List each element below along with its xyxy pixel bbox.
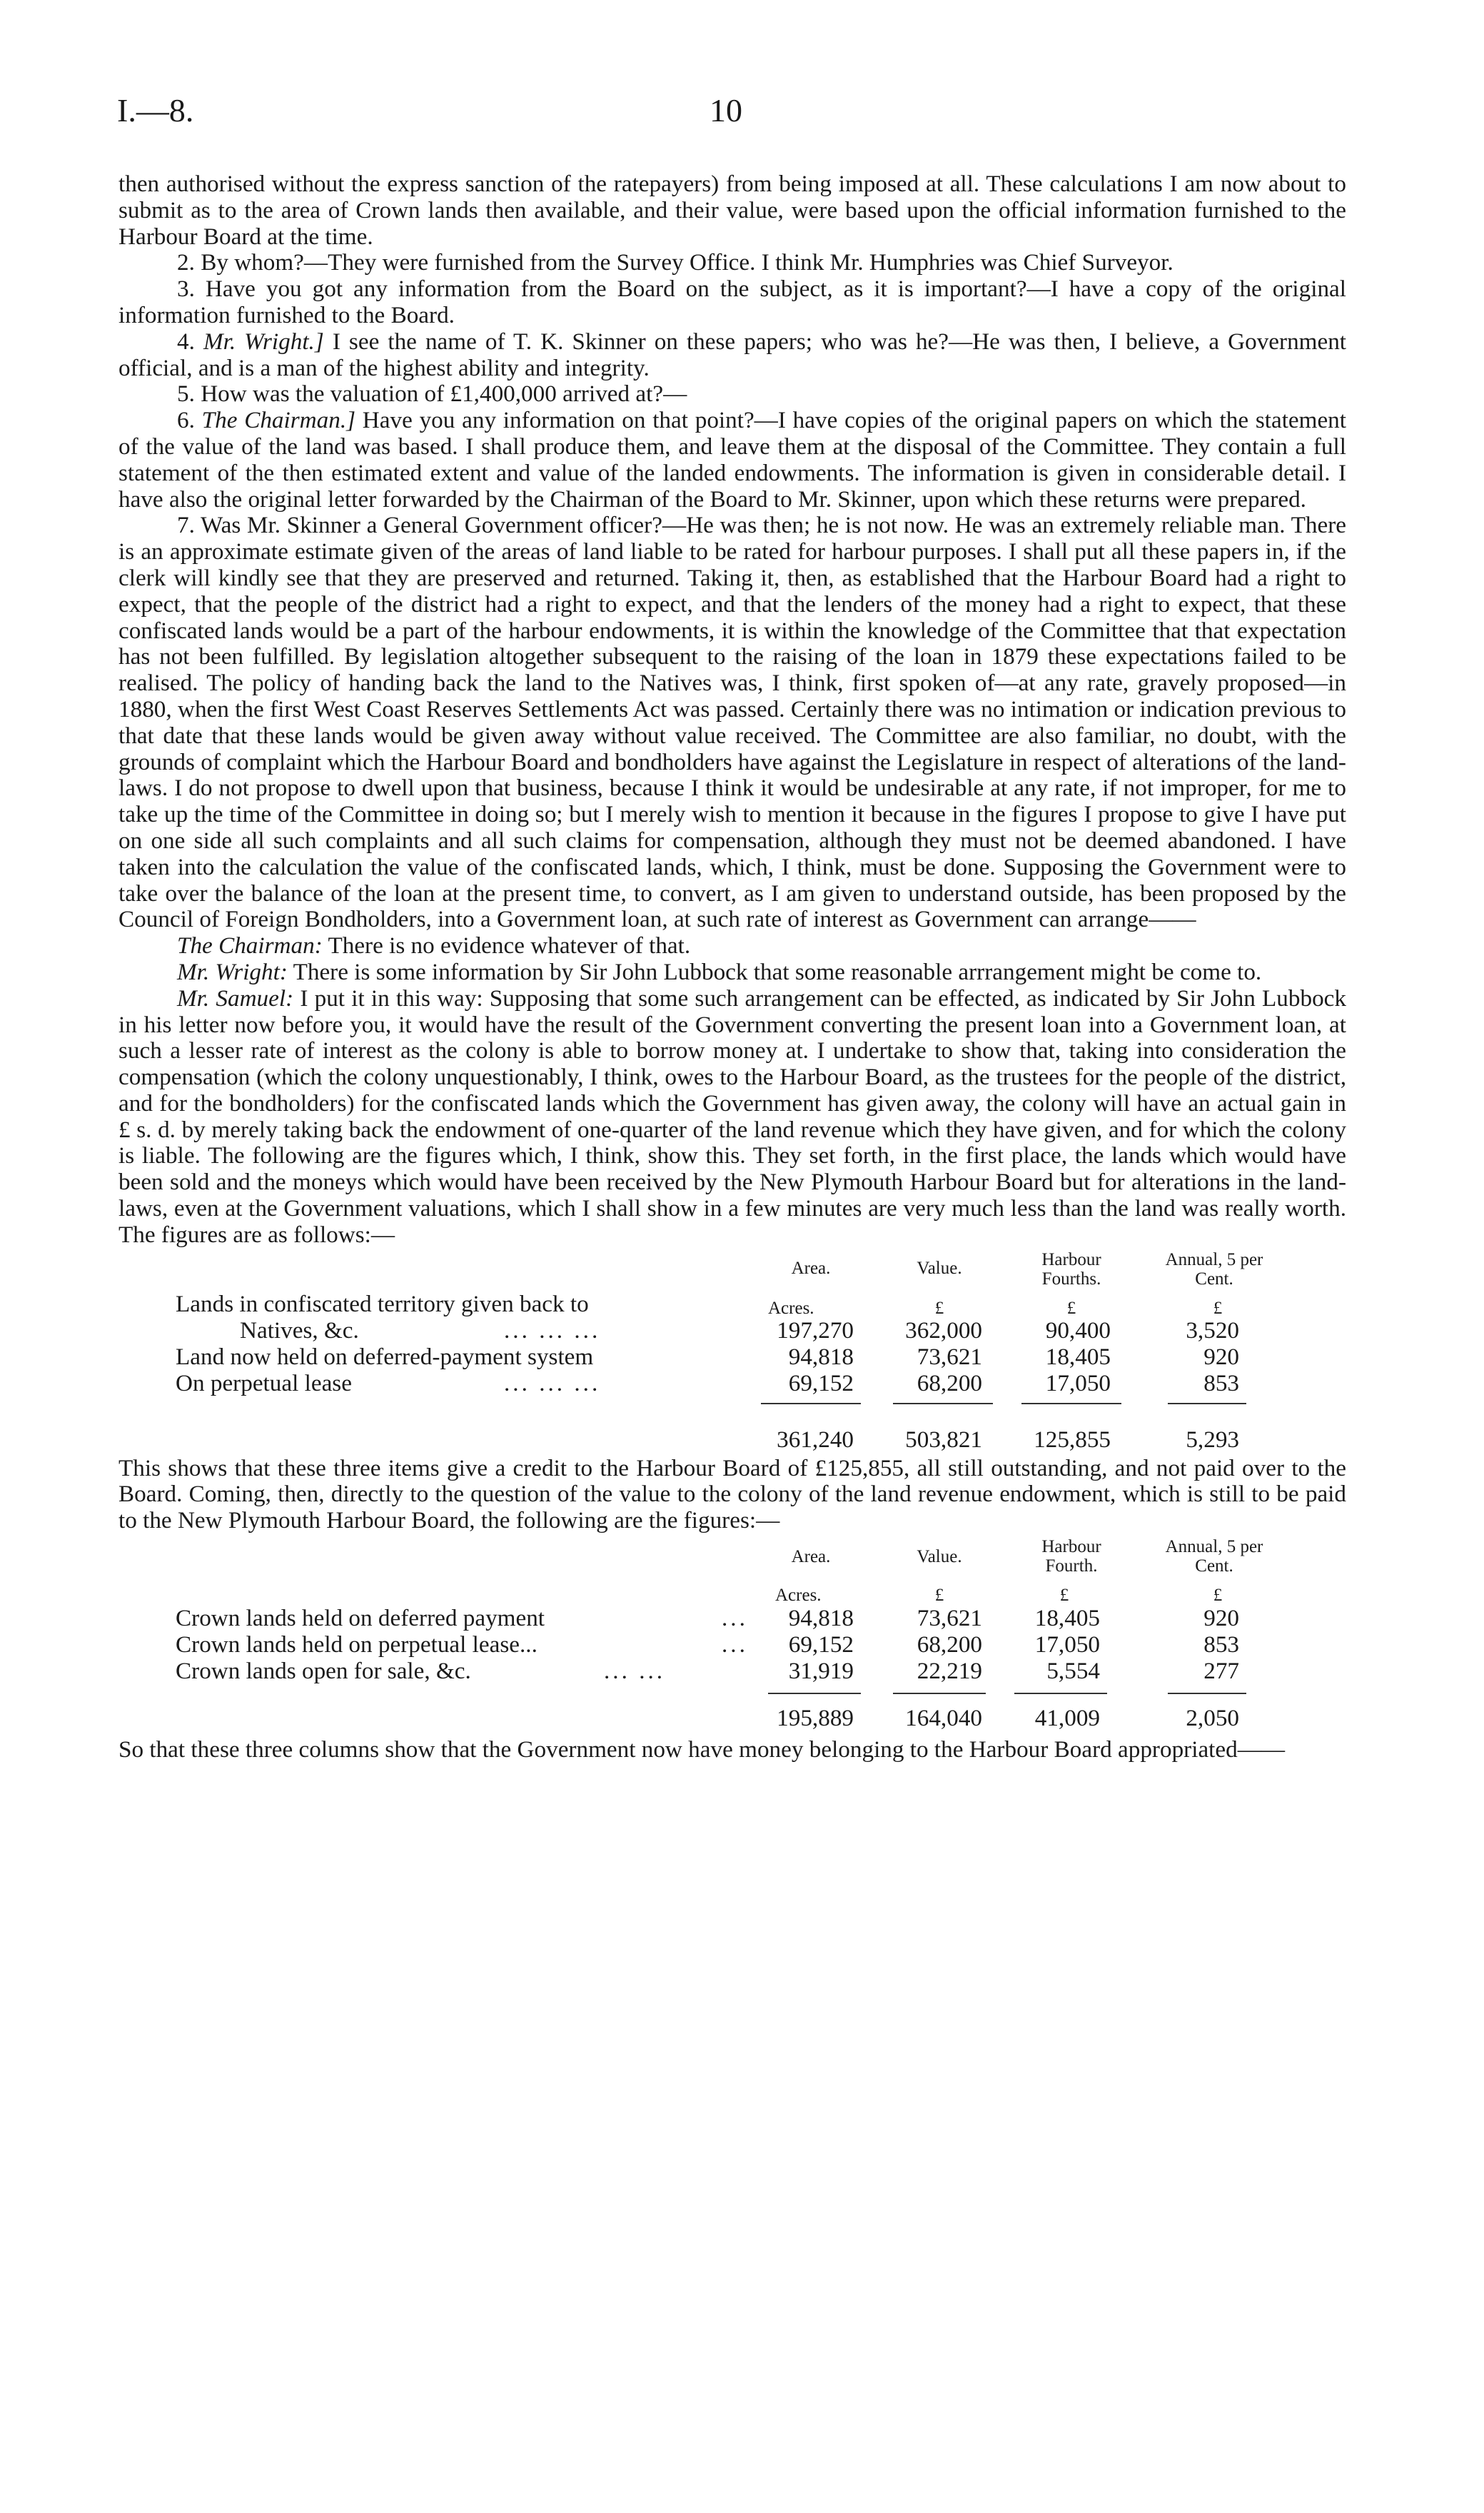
row-label: On perpetual lease [176,1369,352,1396]
column-header: Value. [917,1258,962,1278]
cell-harbour: 17,050 [1034,1631,1100,1658]
row-label-continued: Natives, &c. [240,1316,359,1344]
speaker-name: Mr. Wright: [177,958,288,985]
paragraph: then authorised without the express sanction of the ratepayers) from being imposed at all. These calculations I am now about to submit as to the area of Crown lands then available, and their value, were based upon the official information furnished to the Harbour Board at the time. [118,171,1346,250]
speaker-name: The Chairman: [177,932,323,960]
unit-label: £ [1066,1298,1076,1318]
column-header: Harbour Fourth. [1041,1537,1101,1576]
column-header: Harbour Fourths. [1041,1249,1101,1289]
paragraph: 2. By whom?—They were furnished from the Survey Office. I think Mr. Humphries was Chief Surveyor. [177,249,1173,276]
unit-label: £ [934,1298,944,1318]
paragraph: So that these three columns show that the Government now have money belonging to the Harbour Board appropriated—— [118,1736,1286,1763]
page-body [118,171,1346,1763]
cell-value: 68,200 [917,1369,982,1396]
paragraph: 4. Mr. Wright.] I see the name of T. K. Skinner on these papers; who was he?—He was then, I believe, a Government official, and is a man of the highest ability and integrity. [118,328,1347,381]
page-number: 10 [710,92,742,129]
leader-dots: ... ... ... [504,1369,601,1396]
column-header: Area. [791,1547,831,1567]
speaker-name: The Chairman.] [201,407,356,434]
column-header: Value. [917,1547,962,1567]
cell-harbour: 18,405 [1034,1605,1100,1632]
cell-value: 362,000 [905,1316,982,1344]
total-rule [768,1693,861,1694]
total-value: 164,040 [905,1705,982,1732]
leader-dots: ... [722,1605,748,1632]
total-rule [1014,1693,1107,1694]
leader-dots: ... ... ... [504,1316,601,1344]
total-rule [1021,1403,1121,1404]
unit-label: £ [1213,1298,1223,1318]
cell-annual: 920 [1203,1343,1239,1370]
unit-label: Acres. [768,1298,814,1318]
cell-area: 94,818 [788,1343,854,1370]
cell-value: 68,200 [917,1631,982,1658]
total-annual: 5,293 [1186,1426,1239,1453]
row-label: Crown lands held on perpetual lease... [176,1631,537,1658]
total-rule [1168,1693,1246,1694]
cell-area: 197,270 [777,1316,854,1344]
cell-area: 94,818 [788,1605,854,1632]
figures-table-1-totals [118,1427,1346,1456]
cell-area: 69,152 [788,1631,854,1658]
cell-value: 73,621 [917,1343,982,1370]
figures-table-2-totals [118,1706,1346,1737]
row-label: Crown lands held on deferred payment [176,1605,545,1632]
cell-harbour: 18,405 [1045,1343,1111,1370]
figures-table-2 [118,1534,1346,1706]
figures-table-1 [118,1249,1346,1427]
row-label: Land now held on deferred-payment system [176,1343,594,1370]
cell-annual: 3,520 [1186,1316,1239,1344]
cell-annual: 853 [1203,1369,1239,1396]
paragraph: 3. Have you got any information from the Board on the subject, as it is important?—I have a copy of the original information furnished to the Board. [118,276,1346,328]
speaker-name: Mr. Wright.] [203,328,324,355]
paragraph: 7. Was Mr. Skinner a General Government officer?—He was then; he is not now. He was an extremely reliable man. There is an approximate estimate given of the areas of land liable to be rated for harbour purposes. I shall put all these papers in, if the clerk will kindly see that they are preserved and returned. Taking it, then, as established that the Harbour Board had a right to expect, that the people of the district had a right to expect, and that the lenders of the money had a right to expect, that these confiscated lands would be a part of the harbour endowments, it is within the knowledge of the Committee that that expectation has not been fulfilled. By legislation altogether subsequent to the raising of the loan in 1879 these expectations failed to be realised. The policy of handing back the land to the Natives was, I think, first spoken of—at any rate, gravely proposed—in 1880, when the first West Coast Reserves Settlements Act was passed. Certainly there was no intimation or indication previous to that date that these lands would be given away without value received. The Committee are also familiar, no doubt, with the grounds of complaint which the Harbour Board and bondholders have against the Legislature in respect of alterations of the land-laws. I do not propose to dwell upon that business, because I think it would be undesirable at any rate, if not improper, for me to take up the time of the Committee in doing so; but I merely wish to mention it because in the figures I propose to give I have put on one side all such complaints and all such claims for compensation, although they must not be deemed abandoned. I have taken into the calculation the value of the confiscated lands, which, I think, must be done. Supposing the Government were to take over the balance of the loan at the present time, to convert, as I am given to understand outside, has been proposed by the Council of Foreign Bondholders, into a Government loan, at such rate of interest as Government can arrange—— [118,512,1346,933]
cell-annual: 920 [1203,1605,1239,1632]
total-value: 503,821 [905,1426,982,1453]
unit-label: £ [1213,1586,1223,1606]
paragraph: 5. How was the valuation of £1,400,000 arrived at?— [177,381,687,408]
column-header: Area. [791,1258,831,1278]
cell-harbour: 17,050 [1045,1369,1111,1396]
paragraph: Mr. Wright: There is some information by Sir John Lubbock that some reasonable arrrangement might be come to. [177,958,1262,985]
cell-annual: 853 [1203,1631,1239,1658]
speaker-name: Mr. Samuel: [177,984,294,1012]
cell-value: 22,219 [917,1658,982,1685]
leader-dots: ... [722,1631,748,1658]
unit-label: Acres. [775,1586,822,1606]
cell-area: 31,919 [788,1658,854,1685]
cell-annual: 277 [1203,1658,1239,1685]
total-rule [761,1403,861,1404]
total-rule [1168,1403,1246,1404]
total-harbour: 41,009 [1034,1705,1100,1732]
row-label: Lands in confiscated territory given back to [176,1290,589,1317]
column-header: Annual, 5 per Cent. [1165,1249,1263,1289]
total-rule [893,1693,986,1694]
cell-harbour: 5,554 [1046,1658,1100,1685]
cell-harbour: 90,400 [1045,1316,1111,1344]
row-label: Crown lands open for sale, &c. [176,1658,471,1685]
total-annual: 2,050 [1186,1705,1239,1732]
total-harbour: 125,855 [1034,1426,1111,1453]
column-header: Annual, 5 per Cent. [1165,1537,1263,1576]
paragraph: 6. The Chairman.] Have you any information on that point?—I have copies of the original papers on which the statement of the value of the land was based. I shall produce them, and leave them at the disposal of the Committee. They contain a full statement of the then estimated extent and value of the landed endowments. The information is given in considerable detail. I have also the original letter forwarded by the Chairman of the Board to Mr. Skinner, upon which these returns were prepared. [118,407,1346,513]
unit-label: £ [934,1586,944,1606]
total-rule [893,1403,993,1404]
total-area: 195,889 [777,1705,854,1732]
unit-label: £ [1059,1586,1069,1606]
cell-value: 73,621 [917,1605,982,1632]
leader-dots: ... ... [604,1658,666,1685]
paragraph: This shows that these three items give a credit to the Harbour Board of £125,855, all still outstanding, and not paid over to the Board. Coming, then, directly to the question of the value to the colony of the land revenue endowment, which is still to be paid to the New Plymouth Harbour Board, the following are the figures:— [118,1454,1346,1534]
paragraph: Mr. Samuel: I put it in this way: Supposing that some such arrangement can be effected, as indicated by Sir John Lubbock in his letter now before you, it would have the result of the Government converting the present loan into a Government loan, at such a lesser rate of interest as the colony is able to borrow money at. I undertake to show that, taking into consideration the compensation (which the colony unquestionably, I think, owes to the Harbour Board, as the trustees for the people of the district, and for the bondholders) for the confiscated lands which the Government has given away, the colony will have an actual gain in £ s. d. by merely taking back the endowment of one-quarter of the land revenue which they have given, and for which the colony is liable. The following are the figures which, I think, show this. They set forth, in the first place, the lands which would have been sold and the moneys which would have been received by the New Plymouth Harbour Board but for alterations in the land-laws, even at the Government valuations, which I shall show in a few minutes are very much less than the land was really worth. The figures are as follows:— [118,984,1346,1248]
paragraph: The Chairman: There is no evidence whatever of that. [177,932,691,960]
cell-area: 69,152 [788,1369,854,1396]
total-area: 361,240 [777,1426,854,1453]
document-reference: I.—8. [117,92,194,129]
